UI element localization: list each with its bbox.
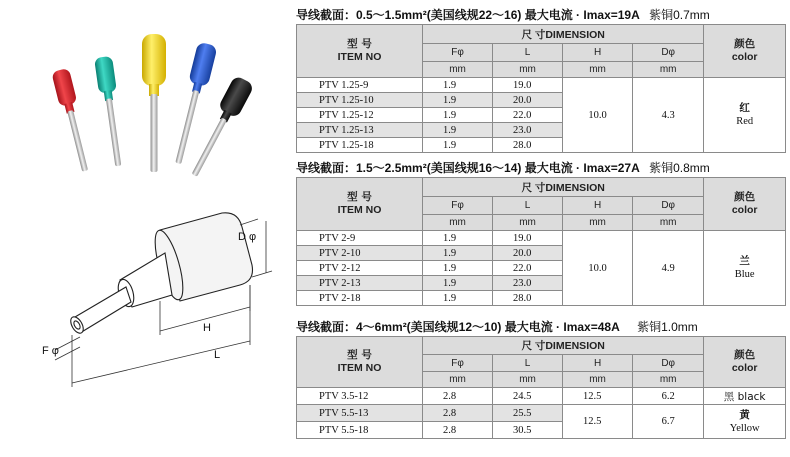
- model-cell: PTV 3.5-12: [297, 388, 423, 405]
- d-cell: 4.9: [633, 231, 704, 306]
- f-cell: 1.9: [423, 291, 493, 306]
- unit-cell: mm: [423, 372, 493, 388]
- product-photo: [0, 0, 290, 185]
- l-cell: 23.0: [493, 276, 563, 291]
- header-d: Dφ: [633, 197, 704, 215]
- unit-cell: mm: [563, 62, 633, 78]
- header-l: L: [493, 355, 563, 372]
- model-cell: PTV 5.5-18: [297, 422, 423, 439]
- terminal-dimension-drawing: [0, 185, 290, 457]
- h-label: H: [203, 322, 211, 334]
- l-cell: 19.0: [493, 231, 563, 246]
- section-title: [296, 159, 786, 177]
- f-cell: 1.9: [423, 108, 493, 123]
- f-cell: 1.9: [423, 276, 493, 291]
- unit-cell: mm: [633, 62, 704, 78]
- h-cell: 12.5: [563, 388, 633, 405]
- header-f: Fφ: [423, 44, 493, 62]
- l-cell: 20.0: [493, 246, 563, 261]
- f-cell: 2.8: [423, 388, 493, 405]
- model-cell: PTV 5.5-13: [297, 405, 423, 422]
- l-cell: 30.5: [493, 422, 563, 439]
- section-title: [296, 6, 786, 24]
- d-cell: 6.7: [633, 405, 704, 439]
- header-item-no: 型 号 ITEM NO: [297, 178, 423, 231]
- unit-cell: mm: [493, 372, 563, 388]
- header-h: H: [563, 44, 633, 62]
- f-cell: 1.9: [423, 231, 493, 246]
- table-row: [297, 78, 786, 93]
- f-cell: 2.8: [423, 405, 493, 422]
- f-cell: 1.9: [423, 138, 493, 153]
- section-title-right: 紫铜0.8mm: [649, 161, 710, 175]
- unit-cell: mm: [423, 215, 493, 231]
- header-d: Dφ: [633, 44, 704, 62]
- header-dimension: 尺 寸DIMENSION: [423, 25, 704, 44]
- f-cell: 1.9: [423, 93, 493, 108]
- table-row: [297, 231, 786, 246]
- spec-table-2: [296, 177, 786, 306]
- l-cell: 25.5: [493, 405, 563, 422]
- l-cell: 20.0: [493, 93, 563, 108]
- unit-cell: mm: [493, 215, 563, 231]
- header-item-no: 型 号 ITEM NO: [297, 337, 423, 388]
- fphi-label: F φ: [42, 345, 59, 357]
- section-title-right: 紫铜1.0mm: [637, 320, 698, 334]
- d-cell: 6.2: [633, 388, 704, 405]
- header-dimension: 尺 寸DIMENSION: [423, 337, 704, 355]
- dphi-label: D φ: [238, 231, 257, 243]
- unit-cell: mm: [633, 215, 704, 231]
- spec-table-1: [296, 24, 786, 153]
- l-cell: 22.0: [493, 261, 563, 276]
- model-cell: PTV 2-9: [297, 231, 423, 246]
- header-l: L: [493, 44, 563, 62]
- model-cell: PTV 2-18: [297, 291, 423, 306]
- d-cell: 4.3: [633, 78, 704, 153]
- f-cell: 1.9: [423, 78, 493, 93]
- header-l: L: [493, 197, 563, 215]
- header-f: Fφ: [423, 355, 493, 372]
- unit-cell: mm: [563, 215, 633, 231]
- color-cell: 黄 Yellow: [704, 405, 786, 439]
- model-cell: PTV 1.25-12: [297, 108, 423, 123]
- unit-cell: mm: [633, 372, 704, 388]
- color-cell: 兰 Blue: [704, 231, 786, 306]
- color-cell: 红 Red: [704, 78, 786, 153]
- unit-cell: mm: [423, 62, 493, 78]
- model-cell: PTV 1.25-10: [297, 93, 423, 108]
- header-f: Fφ: [423, 197, 493, 215]
- model-cell: PTV 1.25-13: [297, 123, 423, 138]
- spec-section-2: [296, 159, 786, 306]
- f-cell: 1.9: [423, 123, 493, 138]
- section-title-left: 导线截面：0.5～1.5mm²(美国线规22～16) 最大电流 · Imax=19A: [296, 8, 640, 22]
- color-cell: 黑 black: [704, 388, 786, 405]
- model-cell: PTV 2-12: [297, 261, 423, 276]
- header-item-no: 型 号 ITEM NO: [297, 25, 423, 78]
- yellow-terminal: [142, 34, 166, 172]
- header-dimension: 尺 寸DIMENSION: [423, 178, 704, 197]
- teal-terminal: [94, 56, 127, 167]
- table-row: [297, 388, 786, 405]
- l-label: L: [214, 349, 221, 361]
- unit-cell: mm: [493, 62, 563, 78]
- section-title-left: 导线截面：4～6mm²(美国线规12～10) 最大电流 · Imax=48A: [296, 320, 620, 334]
- h-cell: 12.5: [563, 405, 633, 439]
- red-terminal: [51, 68, 94, 173]
- model-cell: PTV 2-10: [297, 246, 423, 261]
- f-cell: 2.8: [423, 422, 493, 439]
- section-title: [296, 318, 786, 336]
- header-color: 颜色 color: [704, 178, 786, 231]
- spec-table-3: [296, 336, 786, 439]
- unit-cell: mm: [563, 372, 633, 388]
- h-cell: 10.0: [563, 78, 633, 153]
- l-cell: 23.0: [493, 123, 563, 138]
- section-title-right: 紫铜0.7mm: [649, 8, 710, 22]
- model-cell: PTV 1.25-18: [297, 138, 423, 153]
- spec-section-3: [296, 318, 786, 439]
- l-cell: 19.0: [493, 78, 563, 93]
- header-color: 颜色 color: [704, 337, 786, 388]
- header-color: 颜色 color: [704, 25, 786, 78]
- model-cell: PTV 1.25-9: [297, 78, 423, 93]
- header-h: H: [563, 197, 633, 215]
- l-cell: 28.0: [493, 138, 563, 153]
- l-cell: 24.5: [493, 388, 563, 405]
- l-cell: 28.0: [493, 291, 563, 306]
- header-h: H: [563, 355, 633, 372]
- h-cell: 10.0: [563, 231, 633, 306]
- model-cell: PTV 2-13: [297, 276, 423, 291]
- spec-section-1: [296, 6, 786, 153]
- f-cell: 1.9: [423, 246, 493, 261]
- table-row: [297, 405, 786, 422]
- l-cell: 22.0: [493, 108, 563, 123]
- header-d: Dφ: [633, 355, 704, 372]
- section-title-left: 导线截面：1.5～2.5mm²(美国线规16～14) 最大电流 · Imax=27A: [296, 161, 640, 175]
- f-cell: 1.9: [423, 261, 493, 276]
